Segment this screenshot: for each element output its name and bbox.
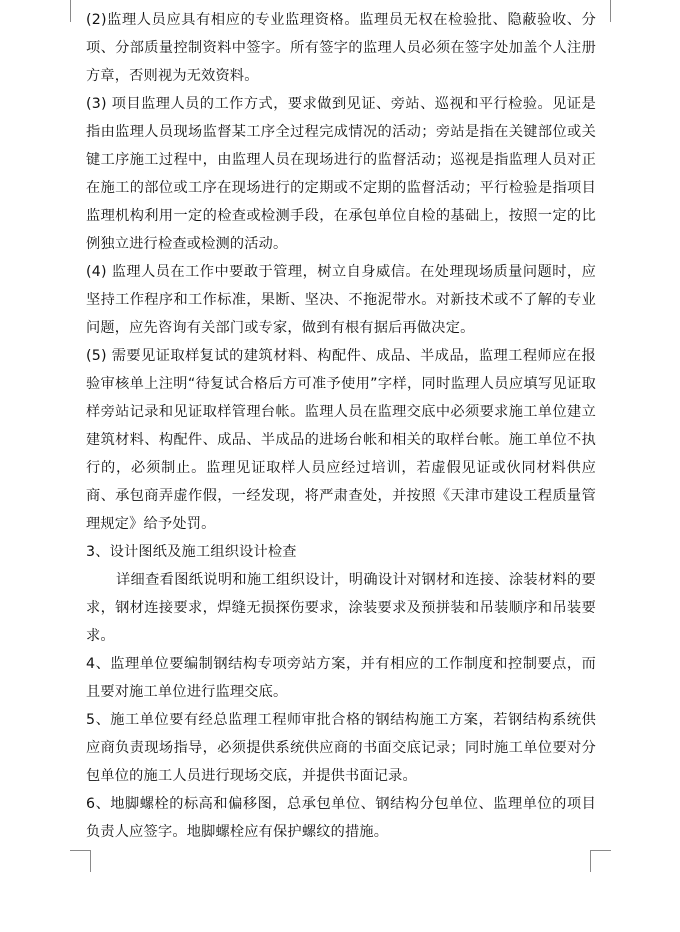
paragraph-item-3: (3) 项目监理人员的工作方式，要求做到见证、旁站、巡视和平行检验。见证是指由监理人员现场监督某工序全过程完成情况的活动；旁站是指在关键部位或关键工序施工过程中，由监理人员在现场进行的监督活动；巡视是指监理人员对正在施工的部位或工序在现场进行的定期或不定期的监督活动；平行检验是指项目监理机构利用一定的检查或检测手段，在承包单位自检的基础上，按照一定的比例独立进行检查或检测的活动。 [86, 96, 596, 252]
paragraph-section-6: 6、地脚螺栓的标高和偏移图，总承包单位、钢结构分包单位、监理单位的项目负责人应签字。地脚螺栓应有保护螺纹的措施。 [86, 796, 596, 840]
corner-mark-top-right-v [610, 0, 611, 22]
corner-mark-bottom-left-v [90, 850, 91, 872]
corner-mark-bottom-right-v [590, 850, 591, 872]
section-heading-3: 3、设计图纸及施工组织设计检查 [86, 544, 297, 560]
paragraph-drawing-check: 详细查看图纸说明和施工组织设计，明确设计对钢材和连接、涂装材料的要求，钢材连接要求，焊缝无损探伤要求，涂装要求及预拼装和吊装顺序和吊装要求。 [86, 572, 596, 644]
corner-mark-bottom-left-h [70, 850, 91, 851]
paragraph-item-4: (4) 监理人员在工作中要敢于管理，树立自身威信。在处理现场质量问题时，应坚持工作程序和工作标准，果断、坚决、不拖泥带水。对新技术或不了解的专业问题，应先咨询有关部门或专家，做到有根有据后再做决定。 [86, 264, 596, 336]
paragraph-item-5: (5) 需要见证取样复试的建筑材料、构配件、成品、半成品，监理工程师应在报验审核单上注明“待复试合格后方可准予使用”字样，同时监理人员应填写见证取样旁站记录和见证取样管理台帐。监理人员在监理交底中必须要求施工单位建立建筑材料、构配件、成品、半成品的进场台帐和相关的取样台帐。施工单位不执行的，必须制止。监理见证取样人员应经过培训，若虚假见证或伙同材料供应商、承包商弄虚作假，一经发现，将严肃查处，并按照《天津市建设工程质量管理规定》给予处罚。 [86, 348, 596, 532]
corner-mark-bottom-right-h [590, 850, 611, 851]
paragraph-section-4: 4、监理单位要编制钢结构专项旁站方案，并有相应的工作制度和控制要点，而且要对施工单位进行监理交底。 [86, 656, 596, 700]
corner-mark-top-left-v [70, 0, 71, 22]
paragraph-item-2: (2)监理人员应具有相应的专业监理资格。监理员无权在检验批、隐蔽验收、分项、分部质量控制资料中签字。所有签字的监理人员必须在签字处加盖个人注册方章，否则视为无效资料。 [86, 12, 596, 84]
paragraph-section-5: 5、施工单位要有经总监理工程师审批合格的钢结构施工方案，若钢结构系统供应商负责现场指导，必须提供系统供应商的书面交底记录；同时施工单位要对分包单位的施工人员进行现场交底，并提供书面记录。 [86, 712, 596, 784]
document-body [86, 6, 596, 846]
